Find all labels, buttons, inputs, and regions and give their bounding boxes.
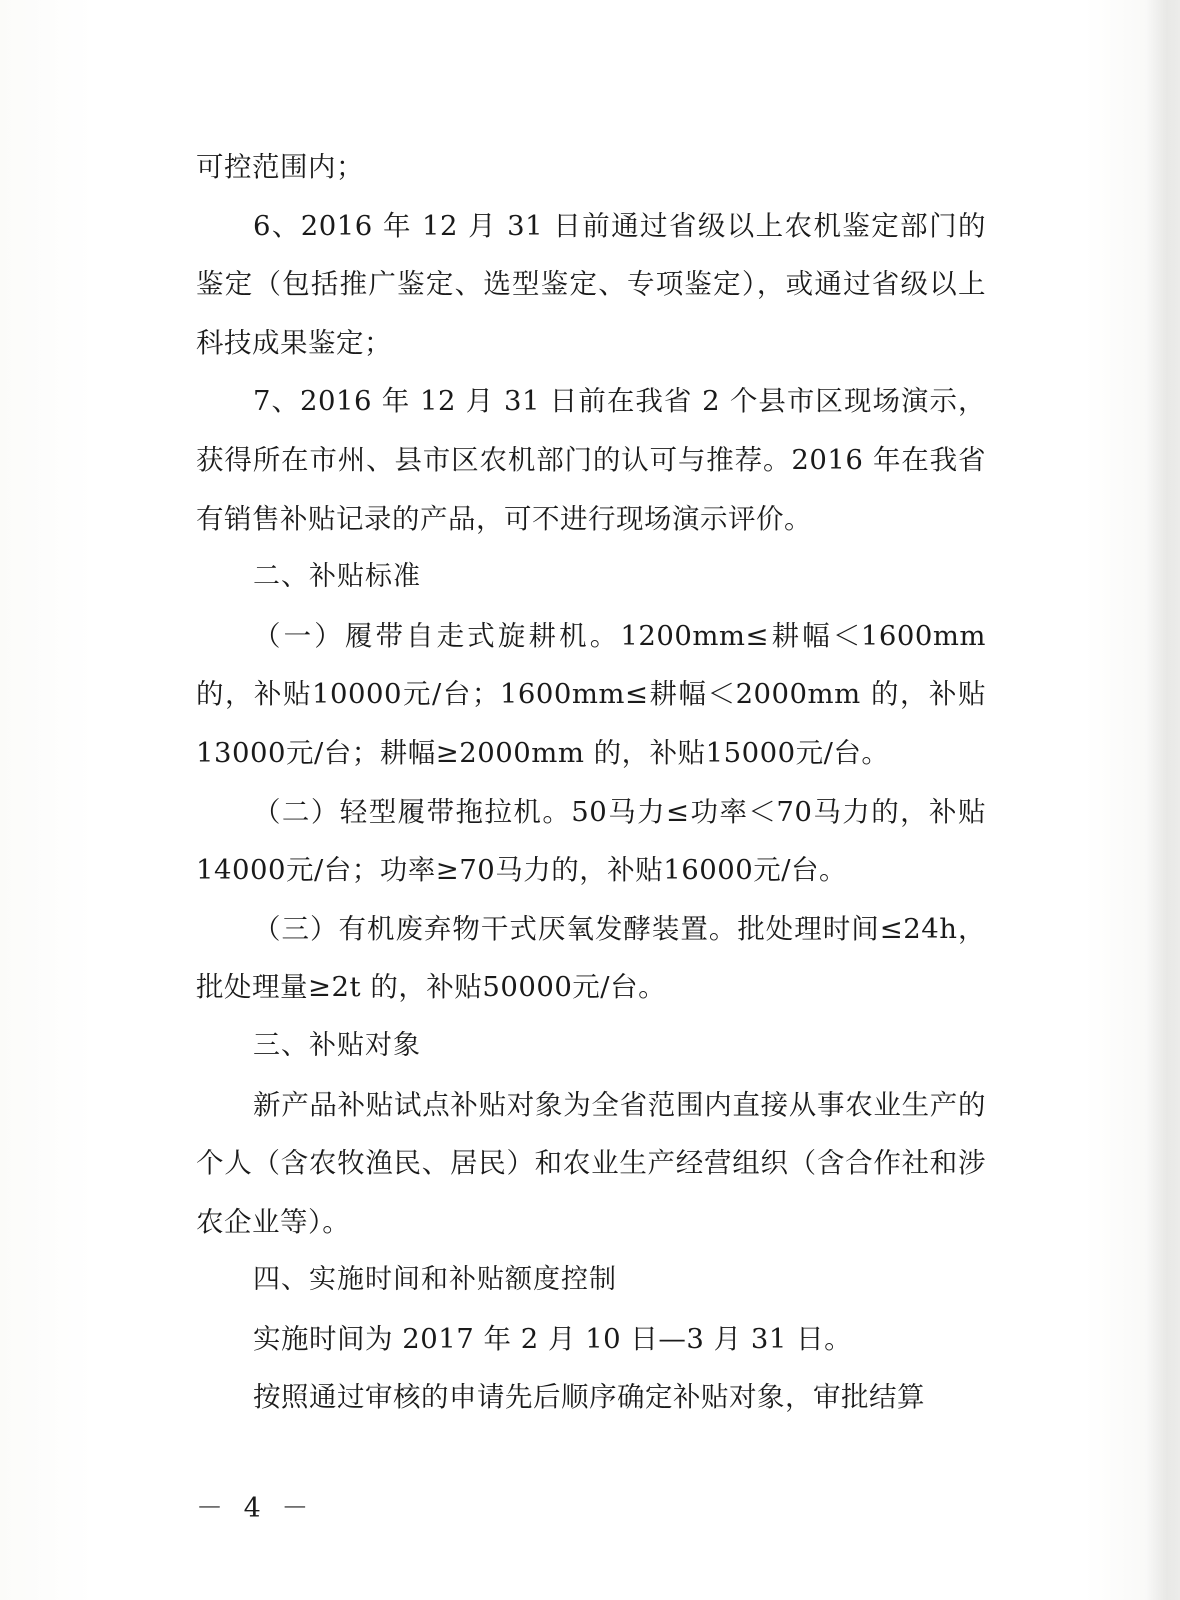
paragraph-item-6: 6、2016 年 12 月 31 日前通过省级以上农机鉴定部门的鉴定（包括推广鉴定、选型鉴定、专项鉴定），或通过省级以上科技成果鉴定；: [196, 209, 986, 359]
paragraph-continuation: 可控范围内；: [196, 151, 364, 183]
paragraph-standard-2: （二）轻型履带拖拉机。50马力≤功率＜70马力的，补贴14000元/台；功率≥70马力的，补贴16000元/台。: [196, 795, 986, 887]
page-number: － 4 －: [196, 1493, 315, 1524]
paragraph-standard-3: （三）有机废弃物干式厌氧发酵装置。批处理时间≤24h，批处理量≥2t 的，补贴50000元/台。: [196, 912, 986, 1004]
page-edge-shadow: [1146, 0, 1180, 1600]
paragraph-item-7: 7、2016 年 12 月 31 日前在我省 2 个县市区现场演示，获得所在市州、县市区农机部门的认可与推荐。2016 年在我省有销售补贴记录的产品，可不进行现场演示评价。: [196, 385, 986, 535]
section-heading-subsidy-target: 三、补贴对象: [253, 1029, 421, 1061]
paragraph-subsidy-target: 新产品补贴试点补贴对象为全省范围内直接从事农业生产的个人（含农牧渔民、居民）和农业生产经营组织（含合作社和涉农企业等）。: [196, 1088, 986, 1238]
section-heading-implementation: 四、实施时间和补贴额度控制: [253, 1264, 617, 1296]
section-heading-subsidy-standard: 二、补贴标准: [253, 561, 421, 593]
paragraph-implementation-time: 实施时间为 2017 年 2 月 10 日—3 月 31 日。: [253, 1322, 853, 1355]
document-body: [196, 138, 986, 1427]
paragraph-approval-order: 按照通过审核的申请先后顺序确定补贴对象，审批结算: [253, 1381, 925, 1414]
paragraph-standard-1: （一）履带自走式旋耕机。1200mm≤耕幅＜1600mm 的，补贴10000元/台；1600mm≤耕幅＜2000mm 的，补贴13000元/台；耕幅≥2000mm 的，补贴15000元/台。: [196, 619, 986, 769]
